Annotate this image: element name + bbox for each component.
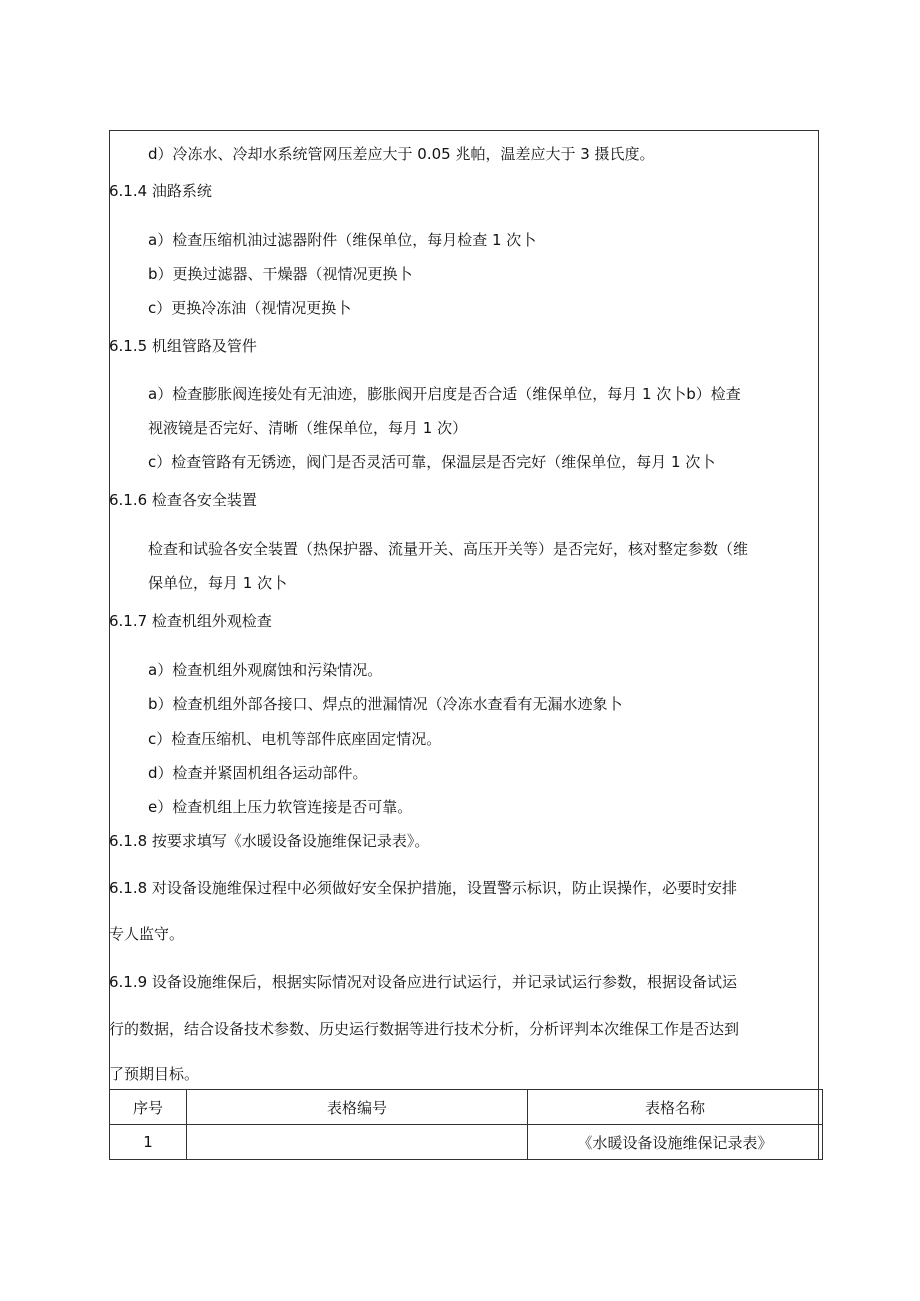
doc-line-valve-2: 视液镜是否完好、清晰（维保单位，每月 1 次）: [148, 419, 468, 437]
content-frame: [109, 130, 819, 1160]
doc-line-d-water: d）冷冻水、冷却水系统管网压差应大于 0.05 兆帕，温差应大于 3 摄氏度。: [148, 145, 655, 163]
table-cell-form-code: [187, 1125, 528, 1160]
table-header-row: [110, 1090, 823, 1125]
doc-line-b-leak: b）检查机组外部各接口、焊点的泄漏情况（冷冻水查看有无漏水迹象卜: [148, 695, 623, 713]
doc-line-c-pipe: c）检查管路有无锈迹，阀门是否灵活可靠，保温层是否完好（维保单位，每月 1 次卜: [148, 453, 716, 471]
section-paragraph-6-1-8-b-line-2: 专人监守。: [109, 925, 185, 943]
header-form-code: 表格编号: [187, 1090, 528, 1125]
doc-line-valve-1: a）检查膨胀阀连接处有无油迹，膨胀阀开启度是否合适（维保单位，每月 1 次卜b）检查: [148, 385, 741, 403]
section-paragraph-6-1-8-b-line-1: 6.1.8 对设备设施维保过程中必须做好安全保护措施，设置警示标识，防止误操作，必要时安排: [109, 879, 737, 897]
doc-line-e-hose: e）检查机组上压力软管连接是否可靠。: [148, 798, 413, 816]
section-heading-6-1-5: 6.1.5 机组管路及管件: [109, 337, 257, 355]
table-cell-serial-no: 1: [110, 1125, 187, 1160]
section-heading-6-1-8-a: 6.1.8 按要求填写《水暖设备设施维保记录表》。: [109, 832, 430, 850]
header-form-name: 表格名称: [528, 1090, 823, 1125]
section-heading-6-1-6: 6.1.6 检查各安全装置: [109, 491, 257, 509]
doc-line-safety-2: 保单位，每月 1 次卜: [148, 574, 288, 592]
doc-line-d-tighten: d）检查并紧固机组各运动部件。: [148, 764, 368, 782]
section-paragraph-6-1-9-line-2: 行的数据，结合设备技术参数、历史运行数据等进行技术分析，分析评判本次维保工作是否达到: [109, 1020, 740, 1038]
section-paragraph-6-1-9-line-1: 6.1.9 设备设施维保后，根据实际情况对设备应进行试运行，并记录试运行参数，根据设备试运: [109, 973, 737, 991]
forms-table: [109, 1089, 823, 1160]
section-paragraph-6-1-9-line-3: 了预期目标。: [109, 1065, 200, 1083]
table-cell-form-name: 《水暖设备设施维保记录表》: [528, 1125, 823, 1160]
doc-line-a-filter: a）检查压缩机油过滤器附件（维保单位，每月检查 1 次卜: [148, 231, 537, 249]
doc-line-c-oil: c）更换冷冻油（视情况更换卜: [148, 299, 352, 317]
section-heading-6-1-4: 6.1.4 油路系统: [109, 182, 212, 200]
doc-line-safety-1: 检查和试验各安全装置（热保护器、流量开关、高压开关等）是否完好，核对整定参数（维: [148, 540, 749, 558]
header-serial-no: 序号: [110, 1090, 187, 1125]
forms-table-wrap: [109, 1089, 819, 1160]
doc-line-b-dryer: b）更换过滤器、干燥器（视情况更换卜: [148, 265, 413, 283]
table-row: [110, 1125, 823, 1160]
doc-line-c-base: c）检查压缩机、电机等部件底座固定情况。: [148, 730, 442, 748]
section-heading-6-1-7: 6.1.7 检查机组外观检查: [109, 612, 272, 630]
doc-line-a-corrosion: a）检查机组外观腐蚀和污染情况。: [148, 661, 383, 679]
